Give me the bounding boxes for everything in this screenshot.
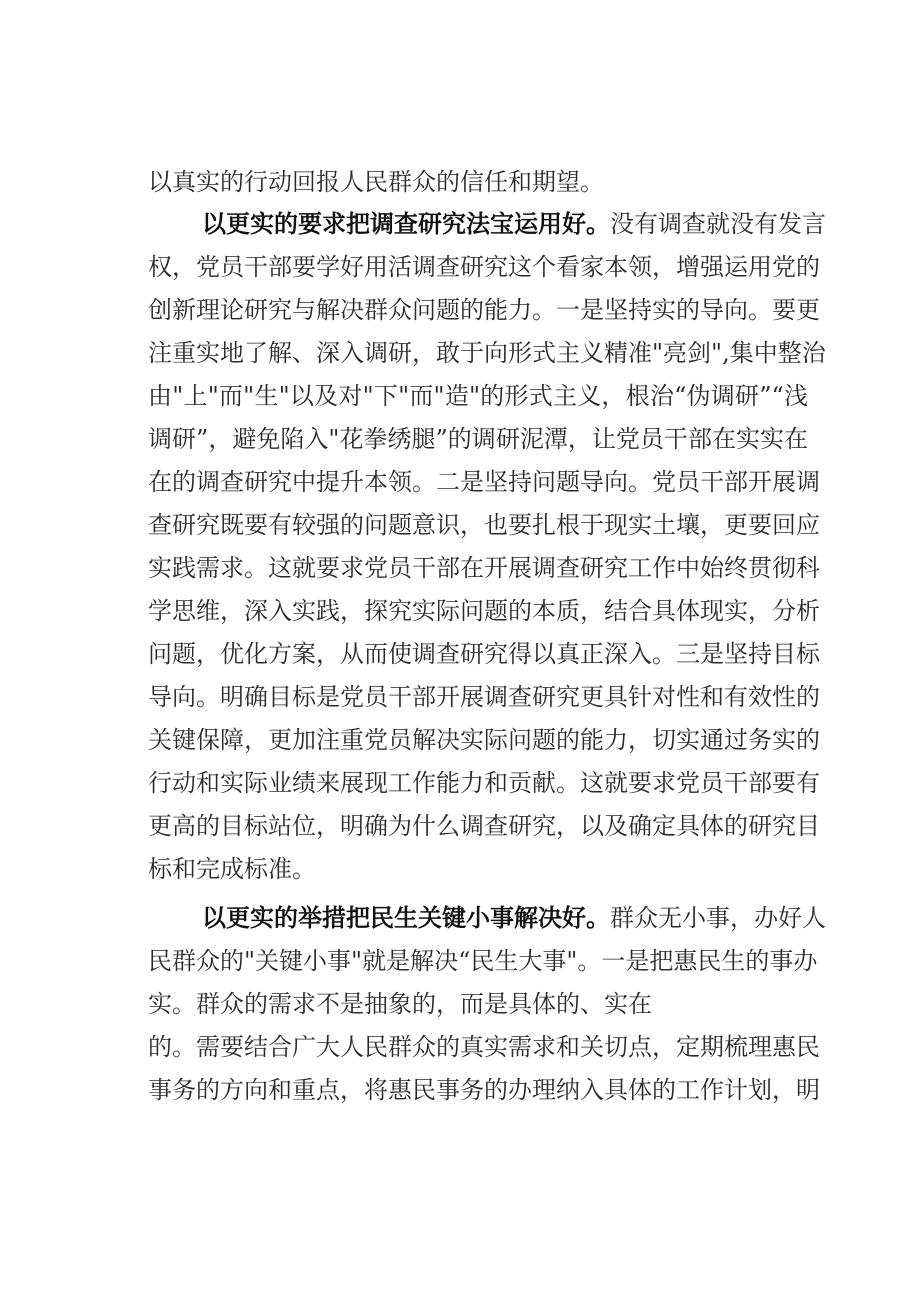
- text-line: 事务的方向和重点，将惠民事务的办理纳入具体的工作计划，明: [148, 1076, 820, 1104]
- text-run: 没有调查就没有发言: [610, 210, 826, 238]
- text-line: 关键保障，更加注重党员解决实际问题的能力，切实通过务实的: [148, 726, 820, 754]
- text-line: 由"上"而"生"以及对"下"而"造"的形式主义，根治“伪调研”“浅: [148, 382, 808, 410]
- text-line: 更高的目标站位，明确为什么调查研究，以及确定具体的研究目: [148, 812, 820, 840]
- text-line: 导向。明确目标是党员干部开展调查研究更具针对性和有效性的: [148, 683, 820, 711]
- text-line: 的。需要结合广大人民群众的真实需求和关切点，定期梳理惠民: [148, 1033, 820, 1061]
- text-line: 查研究既要有较强的问题意识，也要扎根于现实土壤，更要回应: [148, 511, 820, 539]
- text-line: 问题，优化方案，从而使调查研究得以真正深入。三是坚持目标: [148, 640, 820, 668]
- section-heading-1: 以更实的要求把调查研究法宝运用好。: [202, 209, 610, 238]
- section-heading-2: 以更实的举措把民生关键小事解决好。: [202, 903, 610, 932]
- text-line: 标和完成标准。: [148, 855, 316, 883]
- text-line: 权，党员干部要学好用活调查研究这个看家本领，增强运用党的: [148, 253, 820, 281]
- text-line: 学思维，深入实践，探究实际问题的本质，结合具体现实，分析: [148, 597, 820, 625]
- text-line: 以真实的行动回报人民群众的信任和期望。: [148, 168, 604, 196]
- text-run: 群众无小事，办好人: [610, 904, 826, 932]
- text-line: 实。群众的需求不是抽象的，而是具体的、实在: [148, 990, 652, 1018]
- paragraph-2-first-line: [202, 898, 826, 938]
- text-line: 注重实地了解、深入调研，敢于向形式主义精准"亮剑",集中整治: [148, 339, 826, 367]
- text-line: 在的调查研究中提升本领。二是坚持问题导向。党员干部开展调: [148, 468, 820, 496]
- paragraph-1-first-line: [202, 204, 826, 244]
- text-line: 民群众的"关键小事"就是解决“民生大事"。一是把惠民生的事办: [148, 947, 818, 975]
- text-line: 实践需求。这就要求党员干部在开展调查研究工作中始终贯彻科: [148, 554, 820, 582]
- text-line: 行动和实际业绩来展现工作能力和贡献。这就要求党员干部要有: [148, 769, 820, 797]
- text-line: 调研”，避免陷入"花拳绣腿”的调研泥潭，让党员干部在实实在: [148, 425, 808, 453]
- text-line: 创新理论研究与解决群众问题的能力。一是坚持实的导向。要更: [148, 296, 820, 324]
